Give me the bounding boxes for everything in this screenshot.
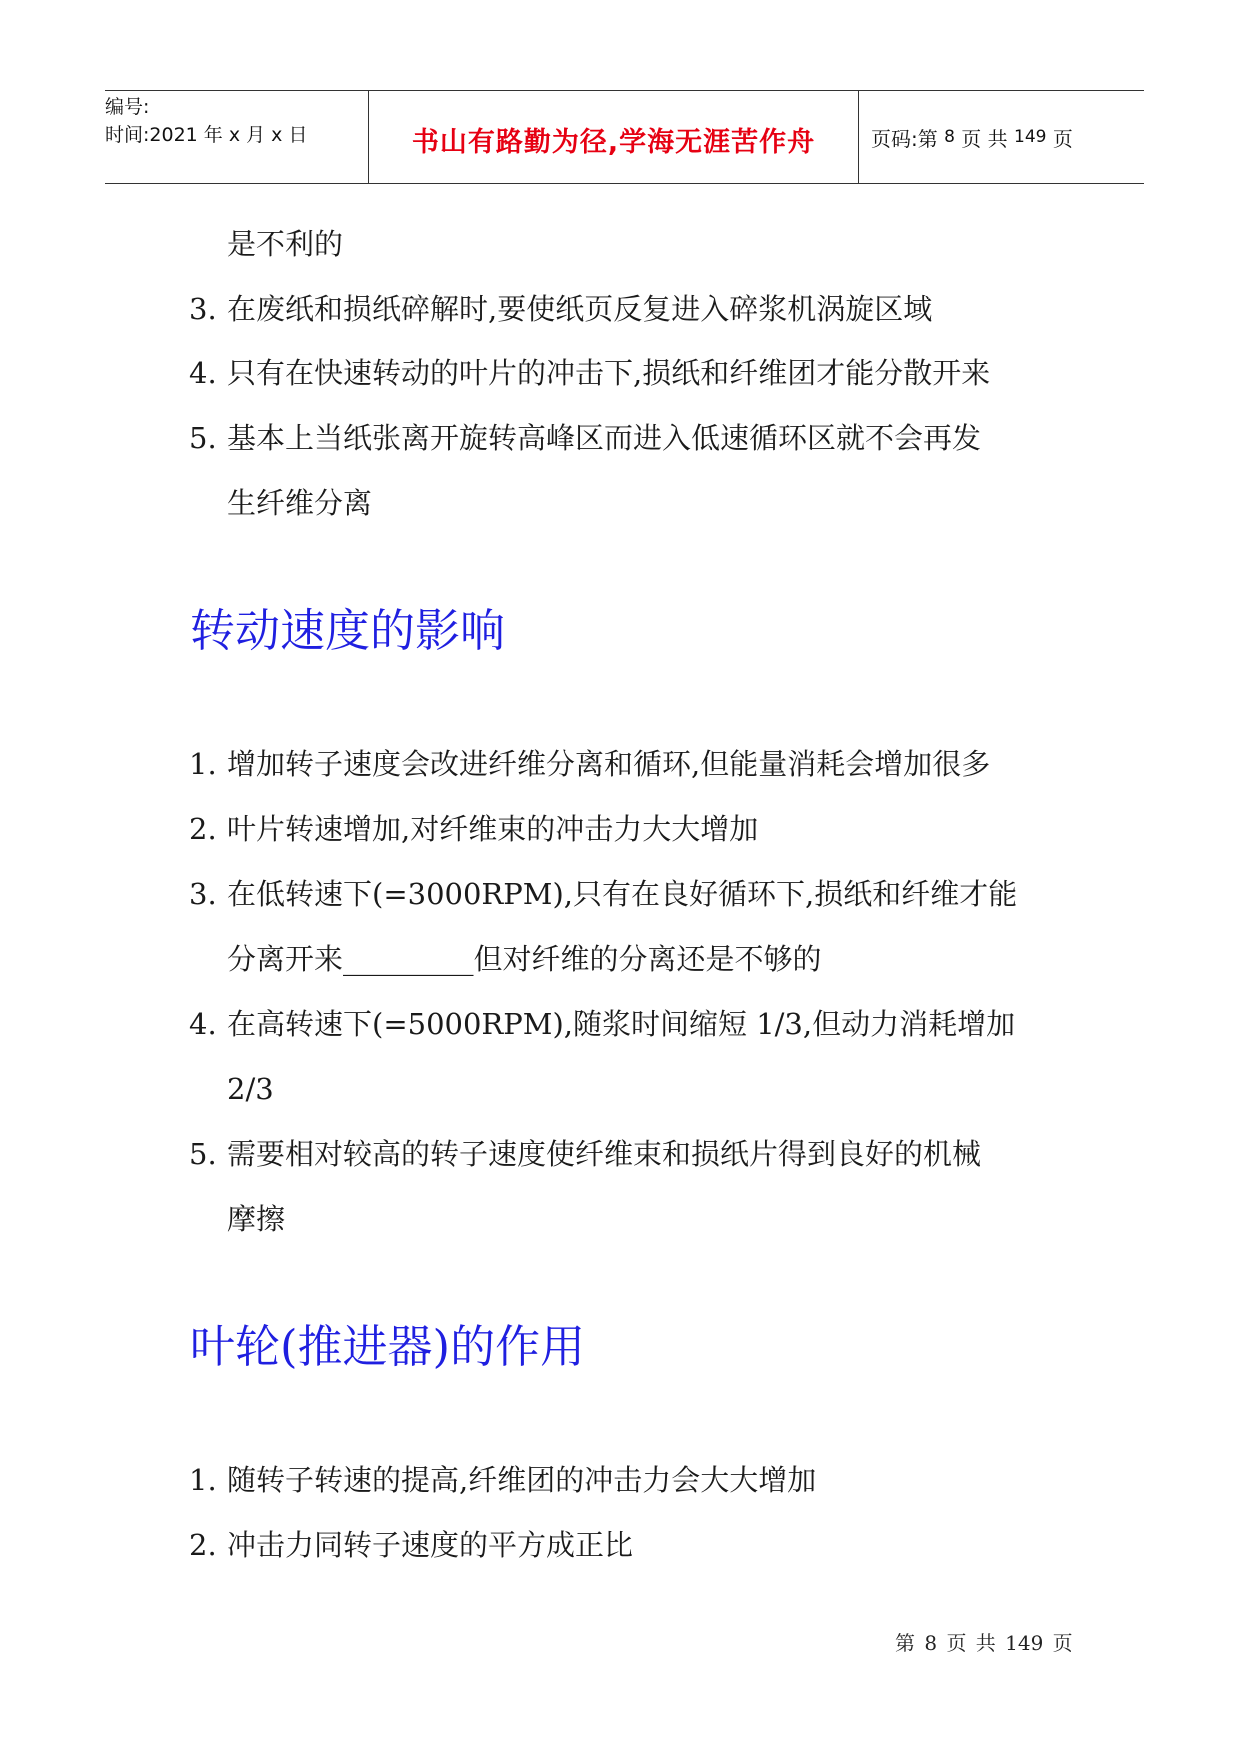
list-text-continuation: 生纤维分离 bbox=[227, 486, 373, 520]
list-text: 叶片转速增加,对纤维束的冲击力大大增加 bbox=[227, 812, 759, 846]
list-text: 需要相对较高的转子速度使纤维束和损纸片得到良好的机械 bbox=[227, 1137, 982, 1171]
list-number: 2. bbox=[189, 1528, 217, 1562]
header-meta-cell bbox=[105, 91, 369, 183]
list-number: 5. bbox=[189, 1137, 217, 1171]
section-heading: 叶轮(推进器)的作用 bbox=[190, 1320, 586, 1373]
list-number: 1. bbox=[189, 1463, 217, 1497]
time-label: 时间:2021 年 x 月 x 日 bbox=[105, 124, 308, 146]
page-total: 149 bbox=[1014, 127, 1047, 147]
list-text-continuation: 摩擦 bbox=[227, 1202, 286, 1236]
list-number: 4. bbox=[189, 356, 217, 390]
list-number: 1. bbox=[189, 747, 217, 781]
page-number: 8 bbox=[944, 127, 955, 147]
list-text: 在废纸和损纸碎解时,要使纸页反复进入碎浆机涡旋区域 bbox=[227, 292, 933, 326]
list-number: 3. bbox=[189, 877, 217, 911]
page-mid: 页 共 bbox=[961, 126, 1008, 151]
list-number: 2. bbox=[189, 812, 217, 846]
list-text: 只有在快速转动的叶片的冲击下,损纸和纤维团才能分散开来 bbox=[227, 356, 991, 390]
list-number: 4. bbox=[189, 1007, 217, 1041]
page-prefix: 页码:第 bbox=[871, 126, 938, 151]
serial-label: 编号: bbox=[105, 96, 150, 118]
list-text: 增加转子速度会改进纤维分离和循环,但能量消耗会增加很多 bbox=[227, 747, 991, 781]
list-text-continuation: 分离开来_________但对纤维的分离还是不够的 bbox=[227, 942, 822, 976]
intro-continuation: 是不利的 bbox=[227, 227, 344, 261]
header-page-cell bbox=[859, 91, 1144, 183]
list-text-continuation: 2/3 bbox=[227, 1072, 274, 1106]
list-text: 冲击力同转子速度的平方成正比 bbox=[227, 1528, 634, 1562]
list-number: 5. bbox=[189, 421, 217, 455]
list-text: 在低转速下(=3000RPM),只有在良好循环下,损纸和纤维才能 bbox=[227, 877, 1018, 911]
list-number: 3. bbox=[189, 292, 217, 326]
page-suffix: 页 bbox=[1052, 126, 1073, 151]
section-heading: 转动速度的影响 bbox=[190, 604, 506, 657]
header-motto-cell bbox=[369, 91, 859, 183]
list-text: 随转子转速的提高,纤维团的冲击力会大大增加 bbox=[227, 1463, 817, 1497]
motto-text: 书山有路勤为径,学海无涯苦作舟 bbox=[411, 126, 816, 158]
page-header bbox=[105, 90, 1144, 184]
list-text: 基本上当纸张离开旋转高峰区而进入低速循环区就不会再发 bbox=[227, 421, 982, 455]
page-footer: 第 8 页 共 149 页 bbox=[895, 1631, 1073, 1655]
list-text: 在高转速下(=5000RPM),随浆时间缩短 1/3,但动力消耗增加 bbox=[227, 1007, 1016, 1041]
